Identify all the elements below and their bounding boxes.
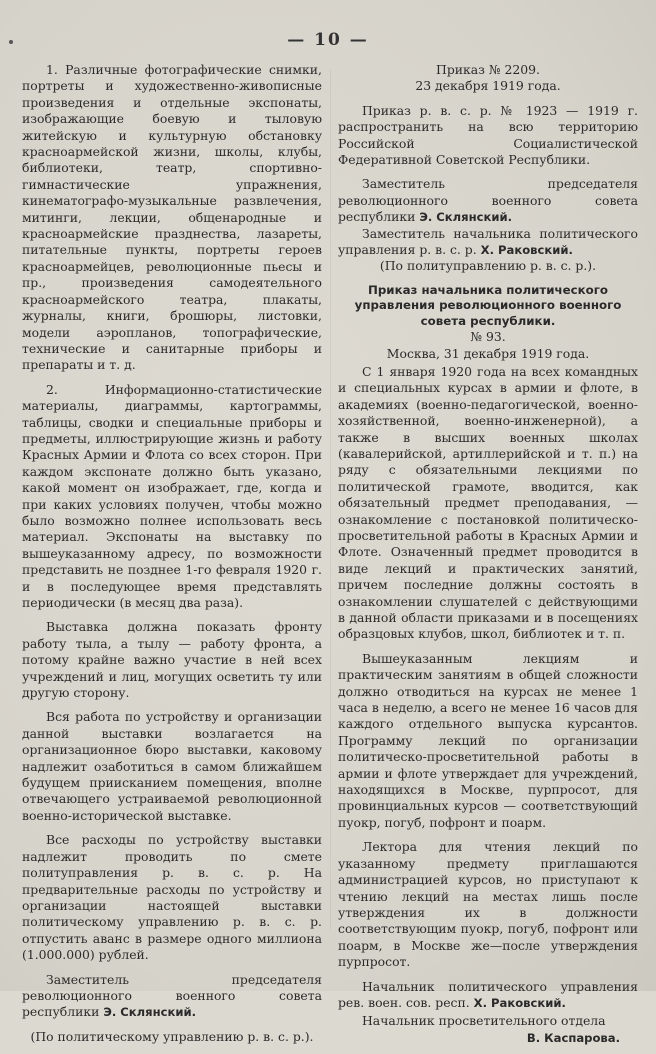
signature-name: Э. Склянский. [419, 210, 512, 225]
paragraph-exhibition-purpose: Выставка должна показать фронту работу тыла, а тылу — работу фронта, а потому крайне важно участие в ней всех учреждений и лиц, могущих осветить ту или другую сторону. [22, 619, 322, 701]
order-signature-3 [338, 979, 638, 1012]
order-paragraph-3: Лектора для чтения лекций по указанному предмету приглашаются администрацией курсов, но приступают к чтению лекций на местах лишь после утверждения их в должности соответствующим пуокр, погуб, пофронт или поарм, в Москве же—после утверждения пурпросот. [338, 839, 638, 970]
paragraph-statistics: 2. Информационно-статистические материалы, диаграммы, картограммы, таблицы, сводки и специальные приборы и предметы, иллюстрирующие жизнь и работу Красных Армии и Флота со всех сторон. При каждом экспонате должно быть указано, какой момент он изображает, где, когда и при каких условиях получен, чтобы можно было возможно полнее использовать весь материал. Экспонаты на выставку по вышеуказанному адресу, по возможности представить не позднее 1-го февраля 1920 г. и в последующее время представлять периодически (в месяц два раза). [22, 381, 322, 610]
order-date: Москва, 31 декабря 1919 года. [386, 345, 590, 361]
signature-title: Заместитель начальника политического управления р. в. с. р. [338, 225, 638, 258]
source-note: (По политуправлению р. в. с. р.). [379, 258, 597, 274]
right-column [338, 62, 638, 1054]
order-number: № 93. [470, 329, 506, 345]
order-text: Приказ р. в. с. р. № 1923 — 1919 г. распространить на всю территорию Российской Социалистической Федеративной Советской Республики. [338, 102, 638, 168]
order-heading: Приказ начальника политического управления революционного военного совета республики. [354, 282, 622, 328]
paragraph-organization: Вся работа по устройству и организации данной выставки возлагается на организационное бюро выставки, каковому надлежит озаботиться в самом ближайшем будущем приисканием помещения, вполне отвечающего устраиваемой революционной военно-исторической выставке. [22, 709, 322, 823]
paragraph-photos: 1. Различные фотографические снимки, портреты и художественно-живописные произведения и отдельные экспонаты, изображающие боевую и тыловую житейскую и культурную обстановку красноармейской жизни, школы, клубы, библиотеки, театр, спортивно-гимнастические упражнения, кинематографо-музыкальные развлечения, митинги, лекции, общенародные и красноармейские празднества, лазареты, питательные пункты, портреты героев красноармейцев, революционные пьесы и пр., произведения самодеятельного красноармейского театра, плакаты, журналы, книги, брошюры, листовки, модели аэропланов, топографические, технические и санитарные приборы и препараты и т. д. [22, 62, 322, 373]
order-paragraph-1: С 1 января 1920 года на всех командных и специальных курсах в армии и флоте, в академиях (военно-педагогической, военно-хозяйственной, военно-инженерной), а также в высших военных школах (кавалерийской, артиллерийской и т. п.) на ряду с обязательными лекциями по политической грамоте, вводится, как обязательный предмет преподавания, — ознакомление с постановкой политическо-просветительной работы в Красных Армии и Флоте. Означенный предмет проводится в виде лекций и практических занятий, причем последние должны состоять в ознакомлении слушателей с действующими в данной области приказами и в посещениях образцовых клубов, школ, библиотек и т. п. [338, 363, 638, 642]
signature-title: Заместитель председателя революционного военного совета республики [338, 176, 638, 225]
signature-name: Х. Раковский. [473, 995, 566, 1010]
order-signature-4-name: В. Каспарова. [526, 1030, 620, 1045]
signature-name: Х. Раковский. [480, 243, 573, 258]
order-title: Приказ № 2209. [436, 62, 540, 77]
signature-block [22, 972, 322, 1021]
signature-title: Начальник политического управления рев. воен. сов. респ. [338, 978, 638, 1010]
column-gutter [330, 70, 331, 930]
order-signature-2 [338, 226, 638, 259]
page-number: — 10 — [287, 30, 369, 50]
order-paragraph-2: Вышеуказанным лекциям и практическим занятиям в общей сложности должно отводиться на курсах не менее 1 часа в неделю, а всего не менее 16 часов для каждого отдельного выпуска курсантов. Программу лекций по организации политическо-просветительной работы в армии и флоте утверждает для учреждений, находящихся в Москве, пурпросот, для провинциальных курсов — соответствующий пуокр, погуб, пофронт и поарм. [338, 650, 638, 830]
paragraph-expenses: Все расходы по устройству выставки надлежит проводить по смете политуправления р. в. с. р. На предварительные расходы по устройству и организации настоящей выставки политическому управлению р. в. с. р. отпустить аванс в размере одного миллиона (1.000.000) рублей. [22, 832, 322, 963]
source-note: (По политическому управлению р. в. с. р.). [30, 1028, 314, 1044]
order-signature-1 [338, 176, 638, 225]
order-signature-4-title: Начальник просветительного отдела [362, 1013, 606, 1029]
order-date: 23 декабря 1919 года. [415, 78, 561, 94]
signature-title: Заместитель председателя революционного военного совета республики [22, 971, 322, 1020]
signature-name: Э. Склянский. [103, 1005, 196, 1020]
left-column [22, 62, 322, 1053]
